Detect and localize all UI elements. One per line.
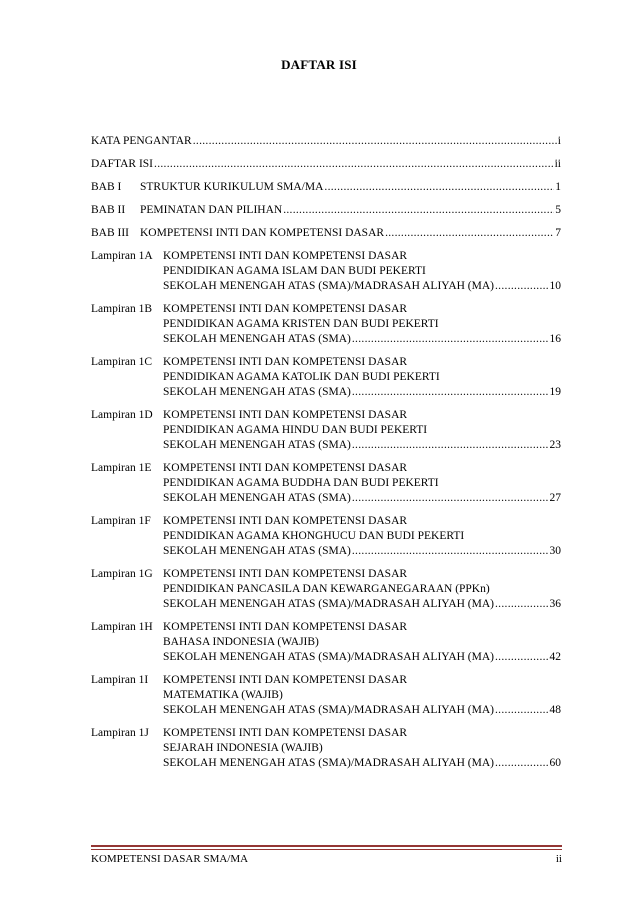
toc-entry-label: PEMINATAN DAN PILIHAN xyxy=(140,204,283,216)
toc-appendix-line xyxy=(91,514,561,529)
dot-leader xyxy=(385,226,554,241)
toc-appendix-line xyxy=(91,597,561,612)
toc-appendix-school: SEKOLAH MENENGAH ATAS (SMA)/MADRASAH ALIYAH (MA) xyxy=(163,651,494,663)
toc-appendix-heading: KOMPETENSI INTI DAN KOMPETENSI DASAR xyxy=(163,674,408,686)
toc-appendix-line xyxy=(91,741,561,756)
toc-appendix-entry[interactable] xyxy=(91,673,561,718)
toc-page-number: 1 xyxy=(555,181,561,193)
dot-leader xyxy=(495,279,549,294)
toc-appendix-heading: KOMPETENSI INTI DAN KOMPETENSI DASAR xyxy=(163,409,408,421)
toc-chapter-number: BAB II xyxy=(91,204,126,216)
dot-leader xyxy=(352,491,549,506)
toc-appendix-entry[interactable] xyxy=(91,408,561,453)
toc-appendix-entry[interactable] xyxy=(91,249,561,294)
toc-appendix-subject: SEJARAH INDONESIA (WAJIB) xyxy=(163,742,323,754)
page-title: DAFTAR ISI xyxy=(281,57,357,72)
dot-leader xyxy=(352,332,549,347)
toc-appendix-line xyxy=(91,726,561,741)
toc-appendix-entry[interactable] xyxy=(91,726,561,771)
toc-appendix-subject: PENDIDIKAN PANCASILA DAN KEWARGANEGARAAN (PPKn) xyxy=(163,583,490,595)
toc-appendix-entry[interactable] xyxy=(91,514,561,559)
dot-leader xyxy=(352,544,549,559)
toc-appendix-line xyxy=(91,408,561,423)
toc-appendix-number: Lampiran 1C xyxy=(91,356,152,368)
toc-appendix-line xyxy=(91,673,561,688)
toc-appendix-entry[interactable] xyxy=(91,355,561,400)
toc-appendix-line xyxy=(91,529,561,544)
toc-appendix-school: SEKOLAH MENENGAH ATAS (SMA) xyxy=(163,439,351,451)
toc-entry-bab-2[interactable] xyxy=(91,203,561,218)
toc-appendix-number: Lampiran 1B xyxy=(91,303,152,315)
toc-appendix-school: SEKOLAH MENENGAH ATAS (SMA) xyxy=(163,333,351,345)
toc-appendix-line xyxy=(91,279,561,294)
toc-appendix-line xyxy=(91,385,561,400)
toc-page-number: 5 xyxy=(555,204,561,216)
dot-leader xyxy=(324,180,554,195)
toc-appendix-heading: KOMPETENSI INTI DAN KOMPETENSI DASAR xyxy=(163,250,408,262)
toc-appendix-subject: BAHASA INDONESIA (WAJIB) xyxy=(163,636,319,648)
toc-appendix-line xyxy=(91,650,561,665)
toc-page-number: 19 xyxy=(549,386,561,398)
dot-leader xyxy=(352,385,549,400)
toc-appendix-subject: PENDIDIKAN AGAMA KATOLIK DAN BUDI PEKERTI xyxy=(163,371,440,383)
toc-appendix-number: Lampiran 1F xyxy=(91,515,151,527)
toc-appendix-subject: PENDIDIKAN AGAMA ISLAM DAN BUDI PEKERTI xyxy=(163,265,426,277)
toc-appendix-number: Lampiran 1J xyxy=(91,727,149,739)
toc-appendix-school: SEKOLAH MENENGAH ATAS (SMA)/MADRASAH ALIYAH (MA) xyxy=(163,598,494,610)
toc-appendix-line xyxy=(91,302,561,317)
toc-appendix-line xyxy=(91,635,561,650)
toc-appendix-school: SEKOLAH MENENGAH ATAS (SMA) xyxy=(163,386,351,398)
toc-page-number: i xyxy=(557,135,561,147)
toc-appendix-heading: KOMPETENSI INTI DAN KOMPETENSI DASAR xyxy=(163,515,408,527)
dot-leader xyxy=(154,157,554,172)
toc-appendix-entry[interactable] xyxy=(91,567,561,612)
toc-appendix-subject: PENDIDIKAN AGAMA KHONGHUCU DAN BUDI PEKERTI xyxy=(163,530,465,542)
toc-page-number: 16 xyxy=(549,333,561,345)
toc-appendix-heading: KOMPETENSI INTI DAN KOMPETENSI DASAR xyxy=(163,303,408,315)
toc-chapter-number: BAB I xyxy=(91,181,122,193)
footer-rule-thin xyxy=(91,849,562,850)
toc-appendix-line xyxy=(91,582,561,597)
toc-page-number: 23 xyxy=(549,439,561,451)
toc-appendix-school: SEKOLAH MENENGAH ATAS (SMA)/MADRASAH ALIYAH (MA) xyxy=(163,280,494,292)
toc-appendix-line xyxy=(91,756,561,771)
toc-appendix-heading: KOMPETENSI INTI DAN KOMPETENSI DASAR xyxy=(163,462,408,474)
lampiran-list xyxy=(91,249,561,771)
toc-page-number: 10 xyxy=(549,280,561,292)
toc-appendix-line xyxy=(91,461,561,476)
toc-appendix-number: Lampiran 1H xyxy=(91,621,153,633)
toc-appendix-line xyxy=(91,688,561,703)
toc-appendix-subject: PENDIDIKAN AGAMA BUDDHA DAN BUDI PEKERTI xyxy=(163,477,439,489)
toc-appendix-line xyxy=(91,544,561,559)
toc-appendix-entry[interactable] xyxy=(91,620,561,665)
toc-page-number: ii xyxy=(554,158,561,170)
toc-appendix-line xyxy=(91,370,561,385)
toc-appendix-school: SEKOLAH MENENGAH ATAS (SMA)/MADRASAH ALIYAH (MA) xyxy=(163,757,494,769)
toc-appendix-line xyxy=(91,476,561,491)
footer-title: KOMPETENSI DASAR SMA/MA xyxy=(91,853,249,865)
toc-entry-kata-pengantar[interactable] xyxy=(91,134,561,149)
dot-leader xyxy=(283,203,554,218)
toc-appendix-school: SEKOLAH MENENGAH ATAS (SMA) xyxy=(163,492,351,504)
toc-appendix-subject: PENDIDIKAN AGAMA HINDU DAN BUDI PEKERTI xyxy=(163,424,428,436)
toc-appendix-number: Lampiran 1G xyxy=(91,568,153,580)
toc-appendix-line xyxy=(91,703,561,718)
dot-leader xyxy=(495,703,549,718)
toc-appendix-number: Lampiran 1D xyxy=(91,409,153,421)
dot-leader xyxy=(495,650,549,665)
toc-appendix-line xyxy=(91,491,561,506)
toc-appendix-line xyxy=(91,438,561,453)
toc-page-number: 27 xyxy=(549,492,561,504)
toc-appendix-line xyxy=(91,620,561,635)
dot-leader xyxy=(352,438,549,453)
toc-entry-label: KOMPETENSI INTI DAN KOMPETENSI DASAR xyxy=(140,227,385,239)
toc-appendix-line xyxy=(91,249,561,264)
toc-entry-label: KATA PENGANTAR xyxy=(91,135,192,147)
toc-page-number: 7 xyxy=(555,227,561,239)
toc-entry-bab-1[interactable] xyxy=(91,180,561,195)
toc-appendix-number: Lampiran 1I xyxy=(91,674,149,686)
toc-appendix-number: Lampiran 1A xyxy=(91,250,153,262)
toc-page-number: 48 xyxy=(549,704,561,716)
toc-appendix-entry[interactable] xyxy=(91,461,561,506)
footer-rule-thick xyxy=(91,845,562,847)
toc-appendix-entry[interactable] xyxy=(91,302,561,347)
toc-appendix-subject: MATEMATIKA (WAJIB) xyxy=(163,689,283,701)
toc-appendix-line xyxy=(91,264,561,279)
dot-leader xyxy=(495,597,549,612)
toc-appendix-school: SEKOLAH MENENGAH ATAS (SMA) xyxy=(163,545,351,557)
toc-appendix-heading: KOMPETENSI INTI DAN KOMPETENSI DASAR xyxy=(163,356,408,368)
toc-page-number: 30 xyxy=(549,545,561,557)
toc-appendix-line xyxy=(91,567,561,582)
toc-appendix-line xyxy=(91,355,561,370)
toc-entry-bab-3[interactable] xyxy=(91,226,561,241)
dot-leader xyxy=(193,134,557,149)
dot-leader xyxy=(495,756,549,771)
toc-page-number: 42 xyxy=(549,651,561,663)
footer-page-number: ii xyxy=(555,853,562,865)
toc-appendix-number: Lampiran 1E xyxy=(91,462,152,474)
toc-appendix-school: SEKOLAH MENENGAH ATAS (SMA)/MADRASAH ALIYAH (MA) xyxy=(163,704,494,716)
toc-appendix-line xyxy=(91,317,561,332)
toc-appendix-line xyxy=(91,423,561,438)
toc-appendix-line xyxy=(91,332,561,347)
toc-entry-label: STRUKTUR KURIKULUM SMA/MA xyxy=(140,181,324,193)
table-of-contents xyxy=(91,134,561,779)
toc-appendix-heading: KOMPETENSI INTI DAN KOMPETENSI DASAR xyxy=(163,621,408,633)
toc-chapter-number: BAB III xyxy=(91,227,130,239)
toc-entry-label: DAFTAR ISI xyxy=(91,158,154,170)
toc-page-number: 60 xyxy=(549,757,561,769)
toc-appendix-heading: KOMPETENSI INTI DAN KOMPETENSI DASAR xyxy=(163,727,408,739)
toc-entry-daftar-isi[interactable] xyxy=(91,157,561,172)
toc-appendix-subject: PENDIDIKAN AGAMA KRISTEN DAN BUDI PEKERTI xyxy=(163,318,439,330)
toc-appendix-heading: KOMPETENSI INTI DAN KOMPETENSI DASAR xyxy=(163,568,408,580)
toc-page-number: 36 xyxy=(549,598,561,610)
